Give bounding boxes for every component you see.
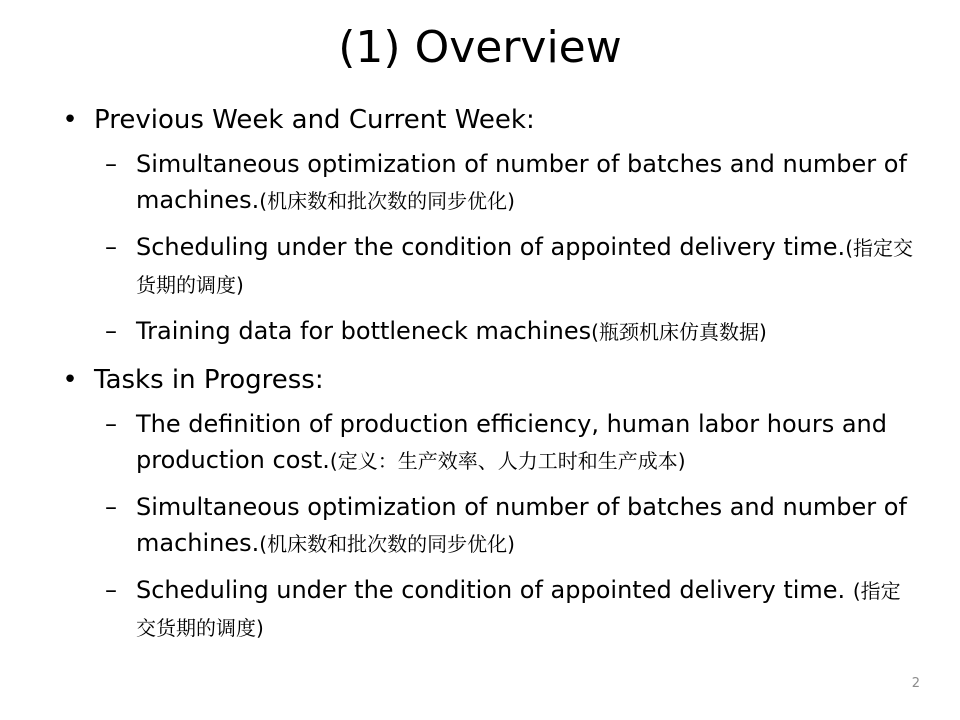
bullet-previous-week xyxy=(60,100,920,140)
slide-body xyxy=(60,100,920,656)
bullet-tasks-in-progress xyxy=(60,360,920,400)
dash-bullet-icon: – xyxy=(105,233,117,261)
slide-number: 2 xyxy=(911,676,920,691)
bullet-dot-icon: • xyxy=(62,365,78,395)
sub-bullet-item xyxy=(60,229,920,303)
sub-bullet-text: Scheduling under the condition of appointed delivery time. xyxy=(136,233,846,261)
sub-bullet-item xyxy=(60,406,920,479)
sub-bullet-chinese: (指定交货期的调度) xyxy=(136,579,901,640)
section-heading: Previous Week and Current Week: xyxy=(94,105,535,135)
dash-bullet-icon: – xyxy=(105,317,117,345)
sub-bullet-item xyxy=(60,313,920,350)
sub-bullet-item xyxy=(60,146,920,219)
sub-bullet-chinese: (机床数和批次数的同步优化) xyxy=(259,532,515,556)
dash-bullet-icon: – xyxy=(105,150,117,178)
sub-bullet-chinese: (机床数和批次数的同步优化) xyxy=(259,189,515,213)
section-heading: Tasks in Progress: xyxy=(94,365,324,395)
dash-bullet-icon: – xyxy=(105,410,117,438)
sub-bullet-text: Simultaneous optimization of number of batches and number of machines. xyxy=(136,493,907,557)
sub-bullet-chinese: (定义：生产效率、人力工时和生产成本) xyxy=(329,449,686,473)
sub-bullet-text: Scheduling under the condition of appointed delivery time. xyxy=(136,576,853,604)
bullet-dot-icon: • xyxy=(62,105,78,135)
dash-bullet-icon: – xyxy=(105,576,117,604)
dash-bullet-icon: – xyxy=(105,493,117,521)
sub-bullet-text: Simultaneous optimization of number of batches and number of machines. xyxy=(136,150,907,214)
slide-title: (1) Overview xyxy=(338,22,622,73)
sub-bullet-item xyxy=(60,489,920,562)
sub-bullet-text: The definition of production efficiency, human labor hours and production cost. xyxy=(136,410,887,474)
sub-bullet-text: Training data for bottleneck machines xyxy=(136,317,592,345)
sub-bullet-chinese: (瓶颈机床仿真数据) xyxy=(591,320,767,344)
sub-bullet-chinese: (指定交货期的调度) xyxy=(136,236,913,297)
sub-bullet-item xyxy=(60,572,920,646)
